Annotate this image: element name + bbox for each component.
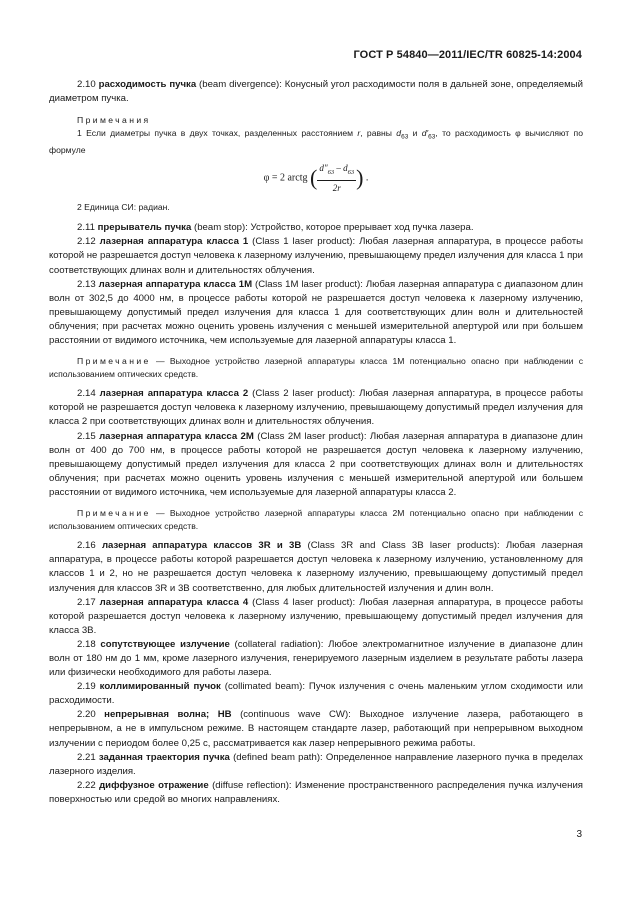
formula-end: . xyxy=(365,171,369,183)
definition-text: (beam divergence): Конусный угол расходимости поля в дальней зоне, определяемый диаметром пучка. xyxy=(49,79,583,105)
note-class-1m: Примечание — Выходное устройство лазерной аппаратуры класса 1М потенциально опасно при наблюдении с использованием оптических средств. xyxy=(49,356,583,379)
definition-2-21: 2.21 заданная траектория пучка (defined beam path): Определенное направление лазерного пучка в пределах лазерного изделия. xyxy=(49,751,583,777)
definition-2-11: 2.11 прерыватель пучка (beam stop): Устройство, которое прерывает ход пучка лазера. xyxy=(77,222,474,234)
formula-fraction xyxy=(317,161,356,195)
definition-2-20: 2.20 непрерывная волна; НВ (continuous wave CW): Выходное излучение лазера, работающего в непрерывном, а не в импульсном режиме. В настоящем стандарте лазер, работающий при непрерывном выходном излучении с периодом более 0,25 с, рассматривается как лазер непрерывного режима работы. xyxy=(49,709,583,749)
page-body xyxy=(49,78,583,807)
definition-2-22: 2.22 диффузное отражение (diffuse reflection): Изменение пространственного распределения пучка излучения поверхностью или средой во многих направлениях. xyxy=(49,779,583,805)
definition-2-10 xyxy=(49,78,583,106)
note-2: 2 Единица СИ: радиан. xyxy=(77,201,170,212)
formula-lhs: φ = 2 arctg xyxy=(263,171,308,183)
term: расходимость пучка xyxy=(98,79,197,90)
right-paren: ) xyxy=(356,164,364,190)
left-paren: ( xyxy=(309,164,318,190)
definition-2-13: 2.13 лазерная аппаратура класса 1М (Class 1M laser product): Любая лазерная аппаратура с диапазоном длин волн от 302,5 до 4000 нм, в процессе работы которой не разрешается доступ человека к лазерному излучению, превышающему допустимый предел излучения для класса 1 для соответствующих длин волн и длительностей облучения; при расчетах можно оценить уровень излучения с меньшей измерительной апертурой или при большем расстоянии от видимого источника, чем используемые для лазерной аппаратуры класса 1. xyxy=(49,278,583,347)
clause-number: 2.10 xyxy=(77,79,96,90)
definition-2-15: 2.15 лазерная аппаратура класса 2М (Class 2M laser product): Любая лазерная аппаратура в диапазоне длин волн от 400 до 700 нм, в процессе работы которой не разрешается доступ человека к лазерному излучению, превышающему допустимый предел излучения для класса 2 при соответствующих длинах волн и длительностях облучения; при расчетах можно оценить уровень излучения с меньшей измерительной апертурой или большем расстоянии от видимого источника, чем используемые для лазерной аппаратуры класса 2. xyxy=(49,430,583,498)
note-class-2m: Примечание — Выходное устройство лазерной аппаратуры класса 2М потенциально опасно при наблюдении с использованием оптических средств. xyxy=(49,508,583,531)
note-1: 1 Если диаметры пучка в двух точках, разделенных расстоянием r, равны $d_{63}$ и $d'_{63}$, то расходимость φ вычисляют по формуле xyxy=(49,127,583,156)
divergence-formula xyxy=(49,161,583,195)
notes-heading: Примечания xyxy=(77,115,151,126)
definition-2-19: 2.19 коллимированный пучок (collimated beam): Пучок излучения с очень маленьким углом сходимости или расходимости. xyxy=(49,681,583,707)
page-number: 3 xyxy=(576,829,582,840)
formula-denominator: 2r xyxy=(332,182,341,193)
definition-2-14: 2.14 лазерная аппаратура класса 2 (Class 2 laser product): Любая лазерная аппаратура, в процессе работы которой не разрешается доступ человека к лазерному излучению, превышающему допустимый предел излучения для класса 2 при соответствующих длинах волн и длительностях облучения. xyxy=(49,388,583,428)
definition-2-16: 2.16 лазерная аппаратура классов 3R и 3B (Class 3R and Class 3B laser products): Любая лазерная аппаратура, в процессе работы которой разрешается доступ человека к лазерному излучению, установленному для классов 1 и 2, но не разрешается доступ человека к лазерному излучению, превышающему допустимый предел излучения для классов 3R и 3B соответственно, для любых длительностей излучения и длин волн. xyxy=(49,540,584,594)
formula-numerator: $d"_{63} - d_{63}$ xyxy=(317,161,356,181)
definition-2-18: 2.18 сопутствующее излучение (collateral radiation): Любое электромагнитное излучение в диапазоне длин волн от 180 нм до 1 мм, кроме лазерного излучения, генерируемого лазерным изделием в результате работы лазера или физически необходимого для работы лазера. xyxy=(49,638,583,679)
definition-2-17: 2.17 лазерная аппаратура класса 4 (Class 4 laser product): Любая лазерная аппаратура, в процессе работы которой разрешается доступ человека к лазерному излучению, превышающему допустимый предел излучения для класса 3B. xyxy=(49,596,583,636)
definition-2-12: 2.12 лазерная аппаратура класса 1 (Class 1 laser product): Любая лазерная аппаратура, в процессе работы которой не разрешается доступ человека к лазерному излучению, превышающему предел излучения для класса 1 при соответствующих длинах волн и длительностях облучения. xyxy=(49,236,583,276)
standard-header: ГОСТ Р 54840—2011/IEC/TR 60825-14:2004 xyxy=(353,49,582,61)
